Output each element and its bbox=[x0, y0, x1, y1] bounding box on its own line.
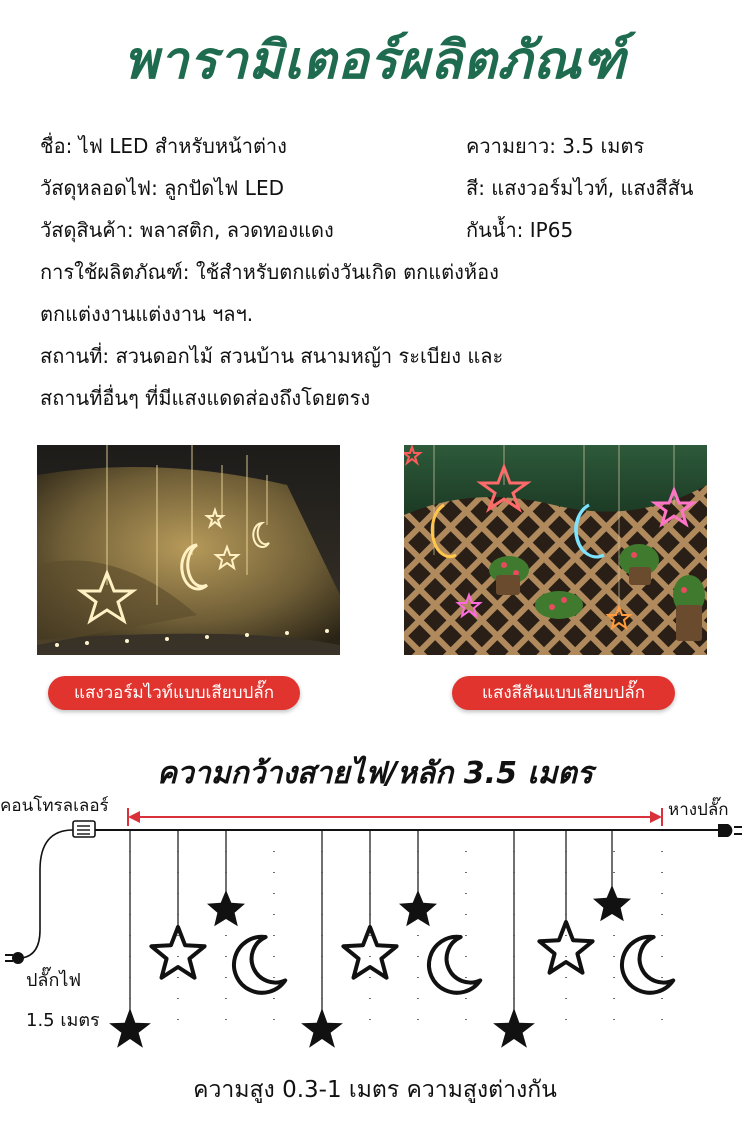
filled-star-icon bbox=[301, 1008, 343, 1048]
filled-star-icon bbox=[399, 890, 437, 926]
multicolor-variant-badge: แสงสีสันแบบเสียบปลั๊ก bbox=[452, 676, 675, 710]
controller-icon bbox=[73, 821, 95, 837]
plug-length-label: 1.5 เมตร bbox=[26, 1010, 100, 1031]
plug-icon bbox=[5, 952, 24, 964]
outline-star-icon bbox=[151, 927, 204, 978]
page-title: พารามิเตอร์ผลิตภัณฑ์ bbox=[123, 31, 627, 91]
spec-length: ความยาว: 3.5 เมตร bbox=[466, 134, 645, 158]
warm-white-variant-badge: แสงวอร์มไวท์แบบเสียบปลั๊ก bbox=[48, 676, 300, 710]
curtain-light-diagram bbox=[0, 790, 750, 1070]
plug-cable bbox=[22, 830, 73, 958]
crescent-moon-icon bbox=[234, 937, 285, 993]
spec-product-material: วัสดุสินค้า: พลาสติก, ลวดทองแดง bbox=[40, 218, 334, 242]
spec-name: ชื่อ: ไฟ LED สำหรับหน้าต่าง bbox=[40, 134, 287, 158]
spec-usage-line1: การใช้ผลิตภัณฑ์: ใช้สำหรับตกแต่งวันเกิด ตกแต่งห้อง bbox=[40, 260, 499, 284]
spec-waterproof: กันน้ำ: IP65 bbox=[466, 218, 574, 242]
spec-location-line2: สถานที่อื่นๆ ที่มีแสงแดดส่องถึงโดยตรง bbox=[40, 386, 371, 410]
spec-usage-line2: ตกแต่งงานแต่งงาน ฯลฯ. bbox=[40, 302, 254, 326]
spec-color: สี: แสงวอร์มไวท์, แสงสีสัน bbox=[466, 176, 694, 200]
filled-star-icon bbox=[593, 885, 631, 921]
spec-bulb-material: วัสดุหลอดไฟ: ลูกปัดไฟ LED bbox=[40, 176, 284, 200]
filled-star-icon bbox=[493, 1008, 535, 1048]
spec-location-line1: สถานที่: สวนดอกไม้ สวนบ้าน สนามหญ้า ระเบียง และ bbox=[40, 344, 504, 368]
diagram-title: ความกว้างสายไฟ/หลัก 3.5 เมตร bbox=[156, 756, 594, 791]
controller-label: คอนโทรลเลอร์ bbox=[0, 796, 109, 816]
filled-star-icon bbox=[109, 1008, 151, 1048]
outline-star-icon bbox=[539, 922, 592, 973]
plug-label: ปลั๊กไฟ bbox=[26, 970, 82, 991]
multicolor-product-photo bbox=[404, 445, 707, 655]
warm-white-product-photo bbox=[37, 445, 340, 655]
crescent-moon-icon bbox=[429, 937, 480, 993]
outline-star-icon bbox=[343, 927, 396, 978]
height-caption: ความสูง 0.3-1 เมตร ความสูงต่างกัน bbox=[193, 1077, 557, 1103]
width-dimension-arrow bbox=[128, 808, 662, 826]
tail-plug-label: หางปลั๊ก bbox=[668, 800, 729, 820]
crescent-moon-icon bbox=[622, 937, 673, 993]
tail-plug-icon bbox=[718, 824, 742, 837]
filled-star-icon bbox=[207, 890, 245, 926]
